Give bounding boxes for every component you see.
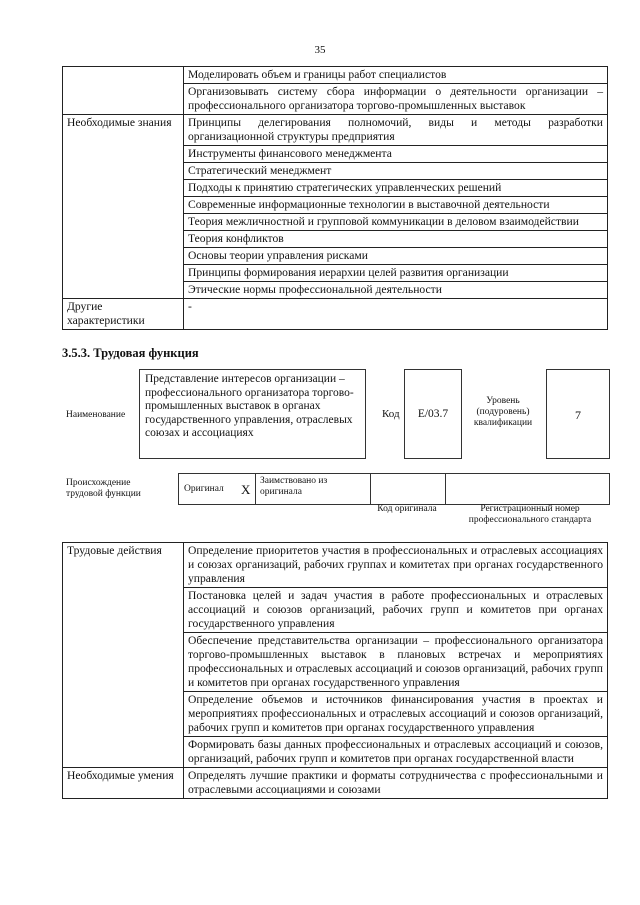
origin-label: Происхождение трудовой функции	[66, 478, 141, 499]
code-label: Код	[382, 408, 400, 420]
level-value: 7	[575, 408, 581, 422]
level-box	[546, 369, 610, 459]
row-label-knowledge: Необходимые знания	[63, 115, 184, 299]
list-item: Формировать базы данных профессиональных и отраслевых ассоциаций и союзов, организаций, рабочих групп и комитетов при органах государственной власти	[184, 737, 608, 768]
page-number: 35	[314, 44, 326, 56]
list-item: Определять лучшие практики и форматы сотрудничества с профессиональными и отраслевыми ассоциациями и союзами	[184, 768, 608, 799]
list-item: Теория конфликтов	[184, 231, 608, 248]
table-row	[63, 115, 608, 146]
list-item: Определение приоритетов участия в профессиональных и отраслевых ассоциациях и союзах организаций, рабочих группах и комитетах при органах государственного управления	[184, 543, 608, 588]
list-item: Принципы формирования иерархии целей развития организации	[184, 265, 608, 282]
name-label: Наименование	[66, 410, 126, 420]
row-label-other: Другие характеристики	[63, 299, 184, 330]
original-mark: X	[241, 482, 251, 497]
row-label	[63, 67, 184, 115]
row-label-skills: Необходимые умения	[63, 768, 184, 799]
list-item: Подходы к принятию стратегических управленческих решений	[184, 180, 608, 197]
original-code-box	[370, 473, 446, 505]
list-item: Постановка целей и задач участия в работе профессиональных и отраслевых ассоциаций и союзов организаций, рабочих групп и комитетов при органах государственного управления	[184, 588, 608, 633]
original-code-caption: Код оригинала	[377, 504, 437, 514]
code-value: E/03.7	[417, 408, 449, 420]
section-heading: 3.5.3. Трудовая функция	[62, 346, 199, 360]
list-item: Моделировать объем и границы работ специалистов	[184, 67, 608, 84]
row-label-actions: Трудовые действия	[63, 543, 184, 768]
list-item: Инструменты финансового менеджмента	[184, 146, 608, 163]
original-box	[178, 473, 256, 505]
list-item: Этические нормы профессиональной деятельности	[184, 282, 608, 299]
table-row	[63, 299, 608, 330]
reg-number-box	[445, 473, 610, 505]
actions-table	[62, 542, 608, 799]
list-item: -	[184, 299, 608, 330]
table-row	[63, 768, 608, 799]
reg-number-caption: Регистрационный номер профессионального стандарта	[468, 504, 592, 525]
borrowed-box	[255, 473, 371, 505]
list-item: Принципы делегирования полномочий, виды и методы разработки организационной структуры предприятия	[184, 115, 608, 146]
original-label: Оригинал	[184, 484, 224, 494]
list-item: Определение объемов и источников финансирования участия в проектах и мероприятиях профессиональных и отраслевых ассоциаций и союзов организаций, рабочих групп и комитетов при органах государственного управления	[184, 692, 608, 737]
list-item: Стратегический менеджмент	[184, 163, 608, 180]
list-item: Основы теории управления рисками	[184, 248, 608, 265]
name-box	[139, 369, 366, 459]
knowledge-table	[62, 66, 608, 330]
level-label: Уровень (подуровень) квалификации	[473, 396, 533, 428]
code-box	[404, 369, 462, 459]
table-row	[63, 67, 608, 84]
table-row	[63, 543, 608, 588]
list-item: Теория межличностной и групповой коммуникации в деловом взаимодействии	[184, 214, 608, 231]
list-item: Современные информационные технологии в выставочной деятельности	[184, 197, 608, 214]
list-item: Организовывать систему сбора информации о деятельности организации – профессионального организатора торгово-промышленных выставок	[184, 84, 608, 115]
function-name: Представление интересов организации – профессионального организатора торгово-промышленных выставок в органах государственного управления, отраслевых союзах и ассоциациях	[145, 373, 354, 439]
list-item: Обеспечение представительства организации – профессионального организатора торгово-промышленных выставок в плановых встречах и мероприятиях профессиональных и отраслевых ассоциаций и союзов организаций, рабочих групп и комитетов при органах государственного управления	[184, 633, 608, 692]
borrowed-label: Заимствовано из оригинала	[260, 476, 328, 497]
